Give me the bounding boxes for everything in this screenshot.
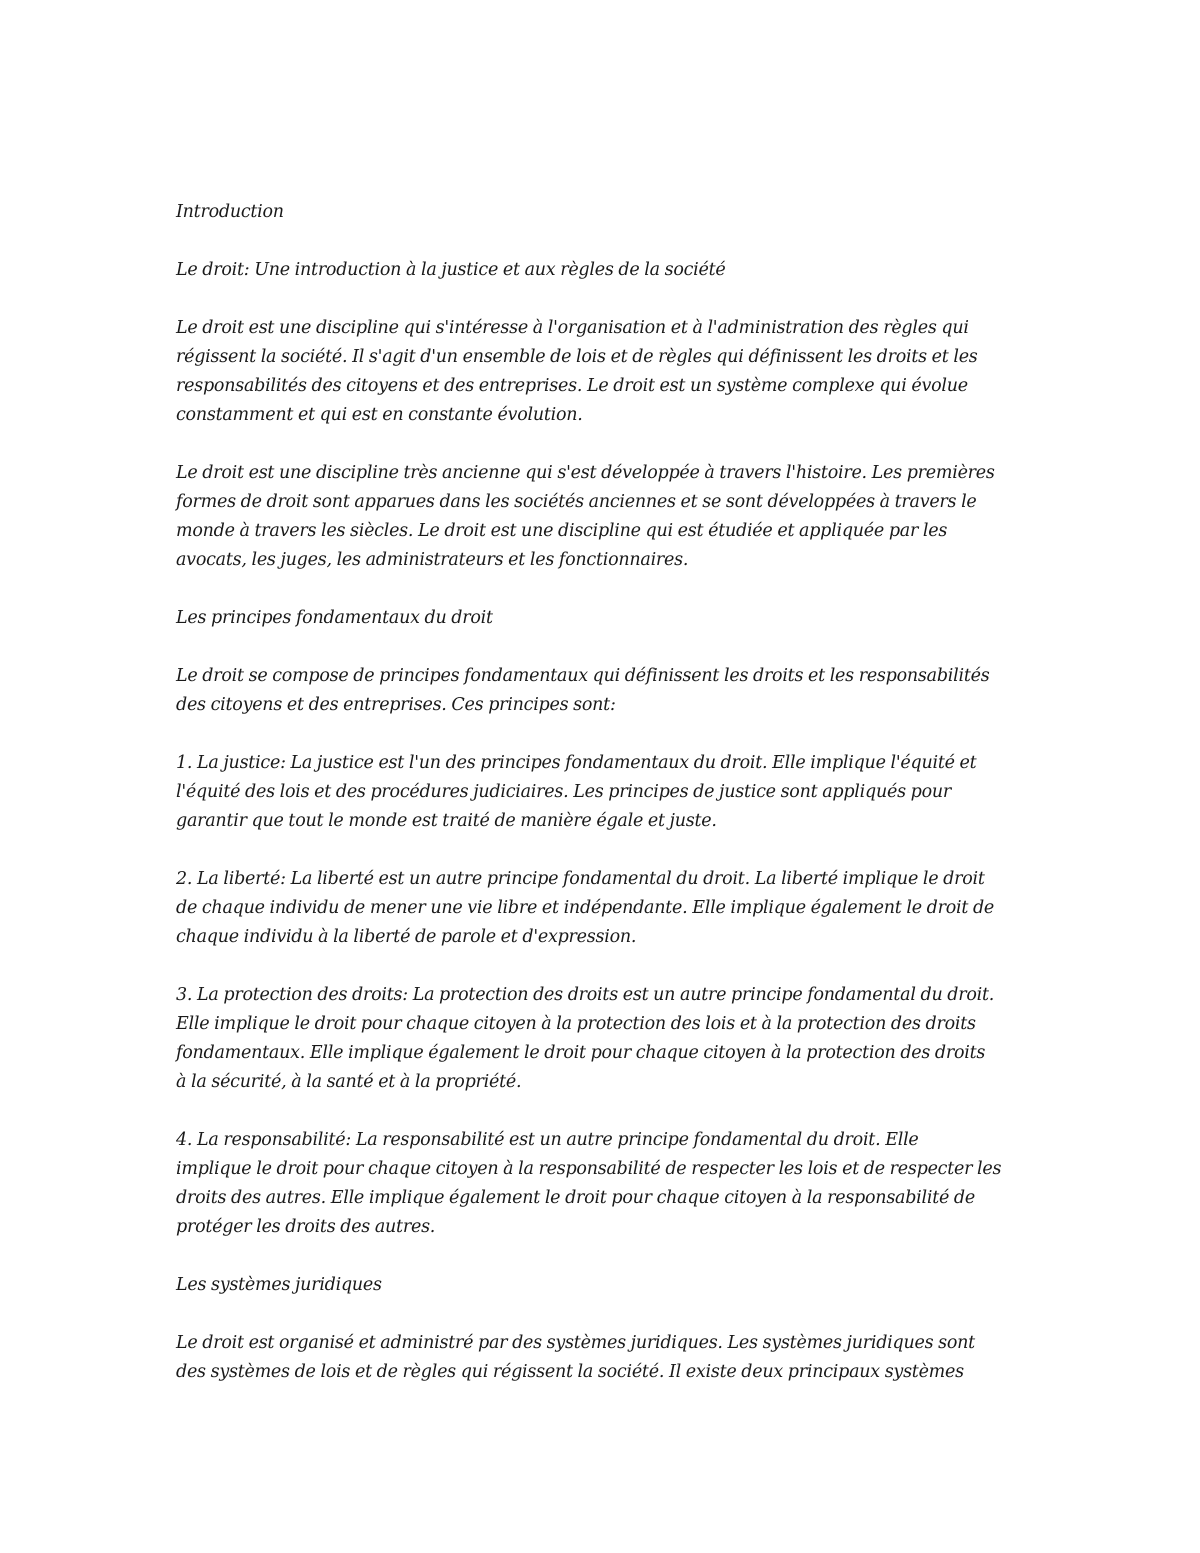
paragraph [176, 981, 1036, 1097]
text-line: 1. La justice: La justice est l'un des principes fondamentaux du droit. Elle implique l'équité et [176, 753, 977, 773]
text-line: Les principes fondamentaux du droit [176, 608, 493, 628]
document-body [176, 198, 1036, 1416]
text-line: protéger les droits des autres. [176, 1217, 436, 1237]
paragraph [176, 662, 1036, 720]
text-line: responsabilités des citoyens et des entreprises. Le droit est un système complexe qui évolue [176, 376, 968, 396]
text-line: régissent la société. Il s'agit d'un ensemble de lois et de règles qui définissent les droits et les [176, 347, 978, 367]
text-line: Elle implique le droit pour chaque citoyen à la protection des lois et à la protection des droits [176, 1014, 976, 1034]
text-line: à la sécurité, à la santé et à la propriété. [176, 1072, 522, 1092]
text-line: constamment et qui est en constante évolution. [176, 405, 583, 425]
paragraph [176, 865, 1036, 952]
text-line: avocats, les juges, les administrateurs et les fonctionnaires. [176, 550, 689, 570]
paragraph [176, 1329, 1036, 1387]
section-heading [176, 1271, 1036, 1300]
text-line: garantir que tout le monde est traité de manière égale et juste. [176, 811, 717, 831]
text-line: Le droit: Une introduction à la justice et aux règles de la société [176, 260, 726, 280]
text-line: de chaque individu de mener une vie libre et indépendante. Elle implique également le droit de [176, 898, 995, 918]
paragraph [176, 749, 1036, 836]
text-line: Le droit est une discipline très ancienne qui s'est développée à travers l'histoire. Les premières [176, 463, 995, 483]
paragraph [176, 1126, 1036, 1242]
paragraph [176, 459, 1036, 575]
text-line: formes de droit sont apparues dans les sociétés anciennes et se sont développées à travers le [176, 492, 977, 512]
text-line: Les systèmes juridiques [176, 1275, 382, 1295]
text-line: fondamentaux. Elle implique également le droit pour chaque citoyen à la protection des droits [176, 1043, 986, 1063]
section-heading [176, 604, 1036, 633]
paragraph [176, 314, 1036, 430]
text-line: monde à travers les siècles. Le droit est une discipline qui est étudiée et appliquée par les [176, 521, 948, 541]
text-line: des systèmes de lois et de règles qui régissent la société. Il existe deux principaux systèmes [176, 1362, 964, 1382]
document-title [176, 198, 1036, 227]
text-line: Le droit se compose de principes fondamentaux qui définissent les droits et les responsabilités [176, 666, 990, 686]
text-line: 4. La responsabilité: La responsabilité est un autre principe fondamental du droit. Elle [176, 1130, 919, 1150]
text-line: Le droit est une discipline qui s'intéresse à l'organisation et à l'administration des règles qui [176, 318, 969, 338]
text-line: chaque individu à la liberté de parole et d'expression. [176, 927, 637, 947]
text-line: Le droit est organisé et administré par des systèmes juridiques. Les systèmes juridiques sont [176, 1333, 975, 1353]
text-line: droits des autres. Elle implique également le droit pour chaque citoyen à la responsabilité de [176, 1188, 975, 1208]
text-line: implique le droit pour chaque citoyen à la responsabilité de respecter les lois et de respecter les [176, 1159, 1002, 1179]
text-line: 2. La liberté: La liberté est un autre principe fondamental du droit. La liberté implique le droit [176, 869, 985, 889]
text-line: l'équité des lois et des procédures judiciaires. Les principes de justice sont appliqués pour [176, 782, 951, 802]
section-heading [176, 256, 1036, 285]
text-line: Introduction [176, 202, 284, 222]
text-line: 3. La protection des droits: La protection des droits est un autre principe fondamental du droit. [176, 985, 995, 1005]
text-line: des citoyens et des entreprises. Ces principes sont: [176, 695, 616, 715]
